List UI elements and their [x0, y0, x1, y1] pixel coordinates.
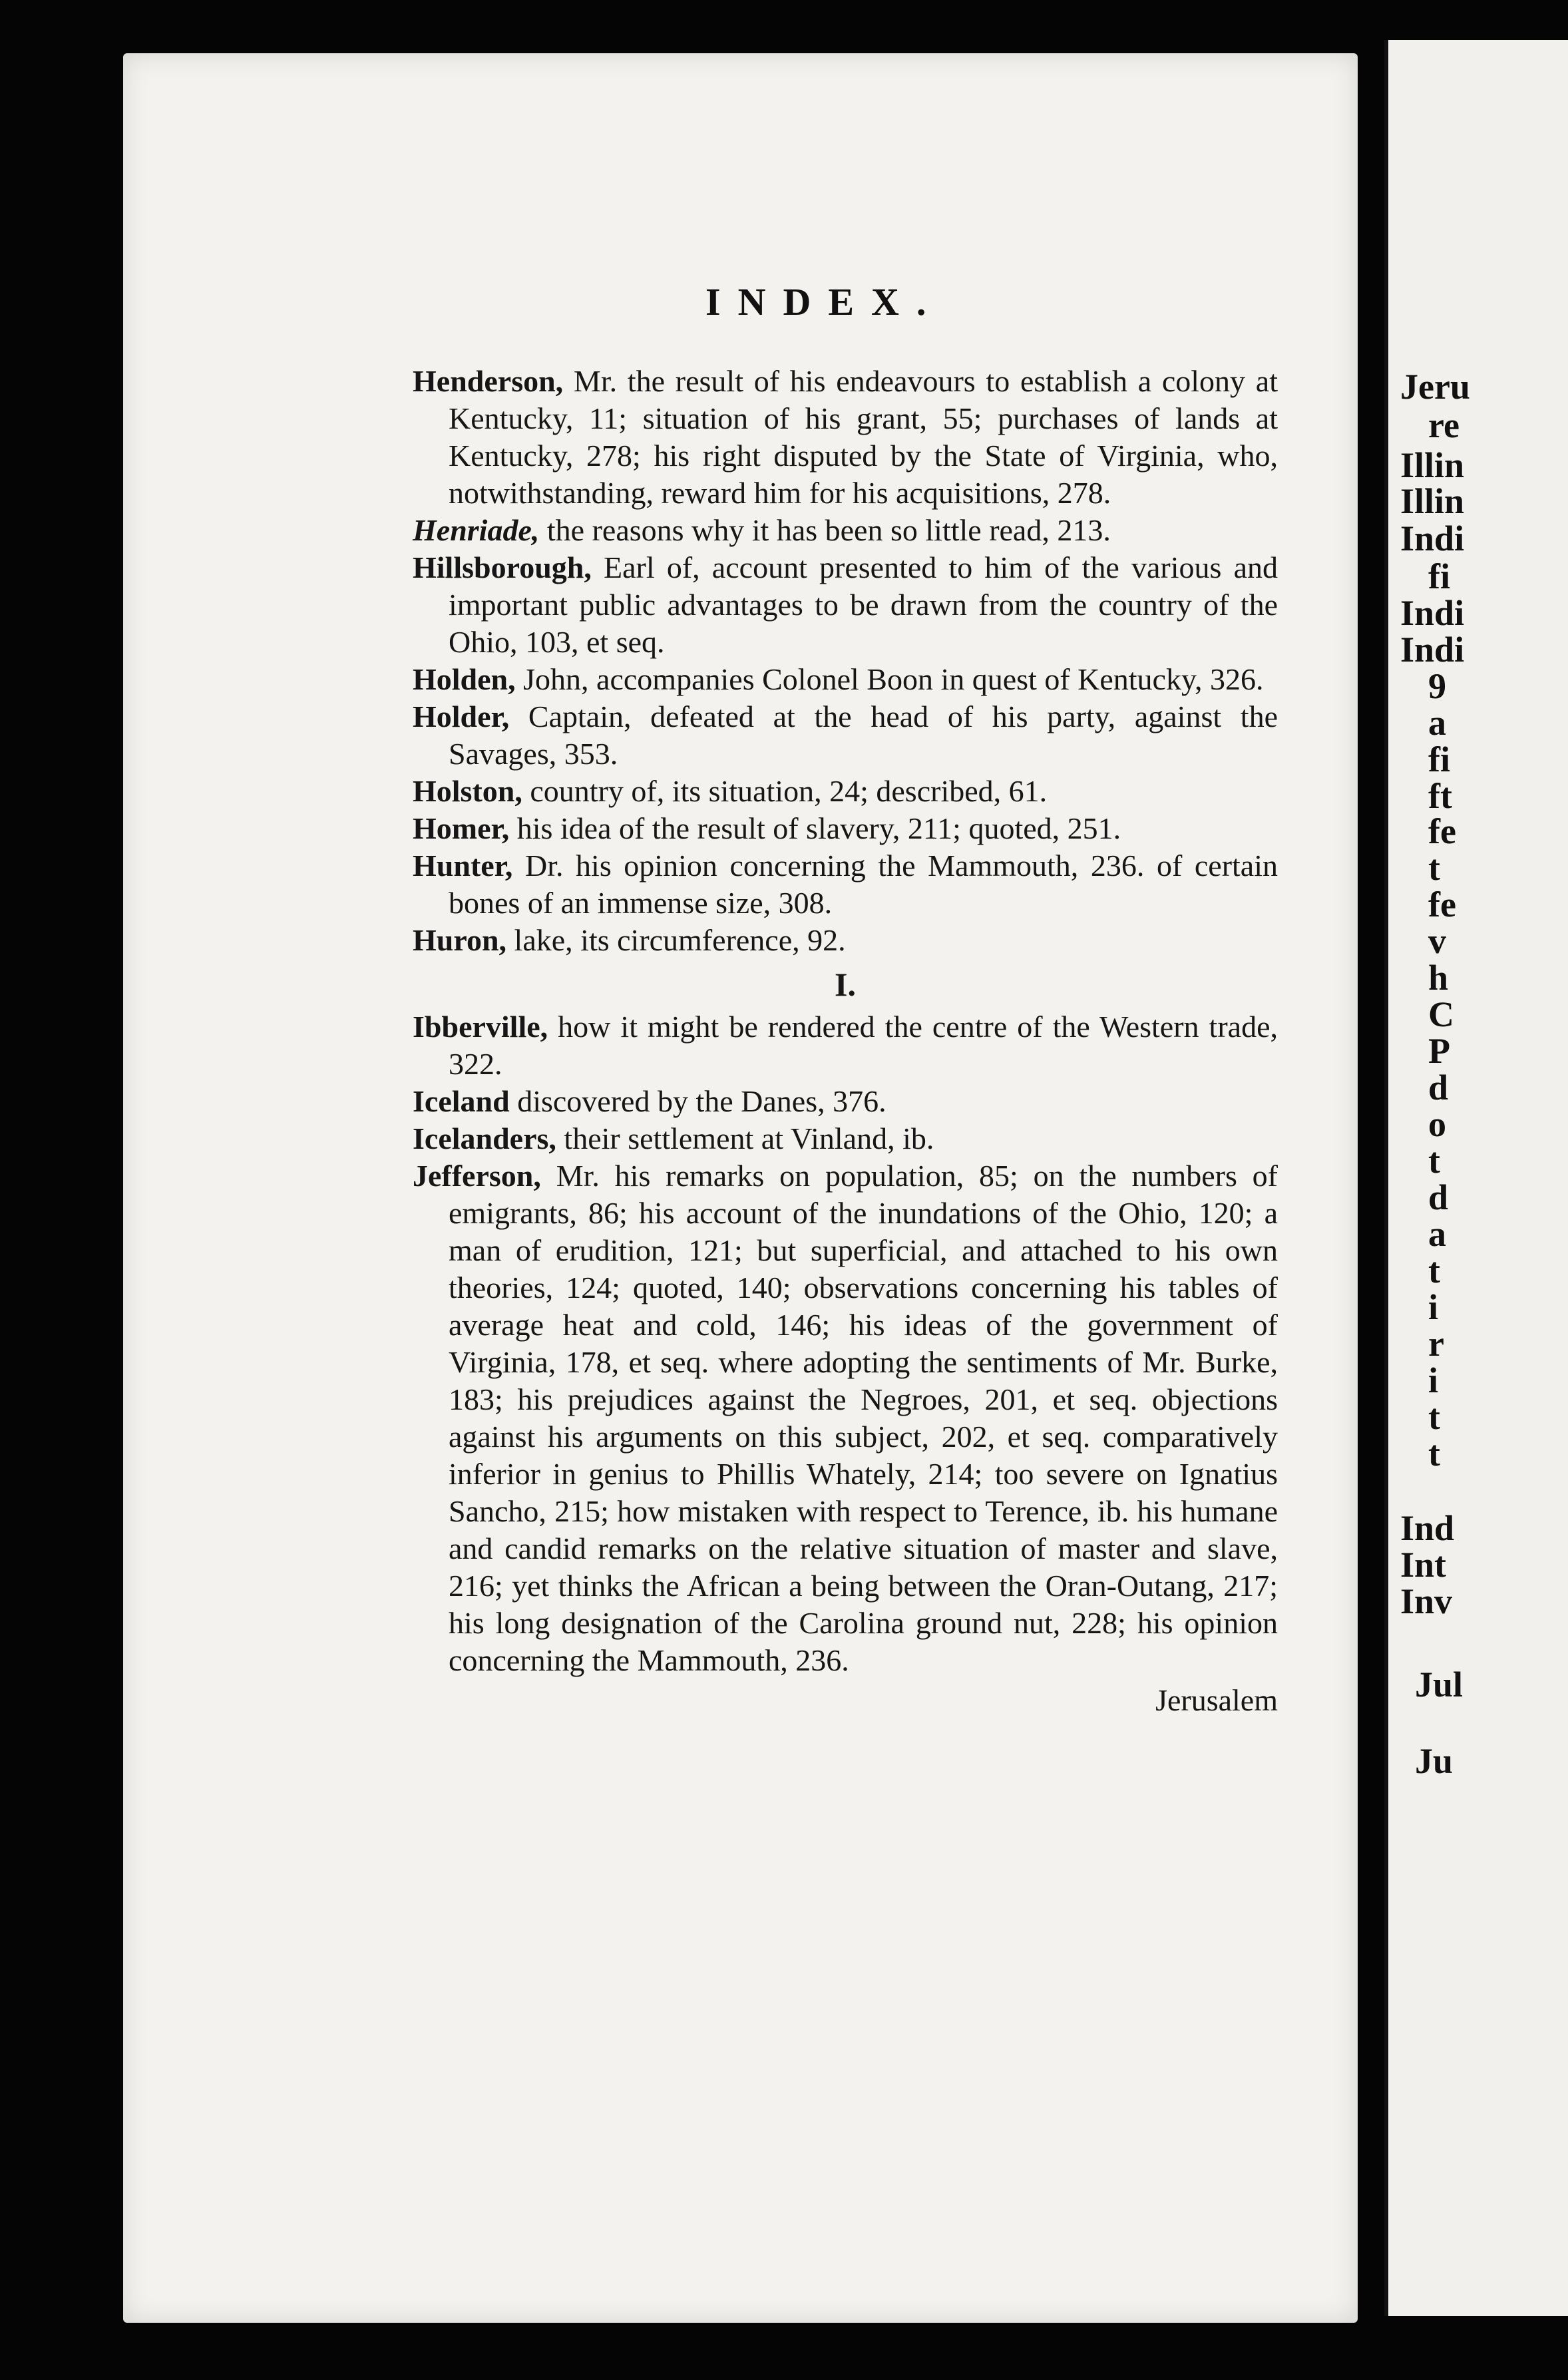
index-entry [413, 512, 1278, 549]
right-page-fragment: Indi [1400, 518, 1465, 558]
right-page-edge [1384, 40, 1568, 2316]
entries-group-h [413, 363, 1278, 959]
right-page-fragment: Indi [1400, 593, 1465, 633]
right-page-fragment: Ind [1400, 1508, 1455, 1548]
index-entry [413, 810, 1278, 847]
index-entry [413, 1008, 1278, 1083]
right-page-fragment: t [1428, 848, 1440, 888]
right-page-fragment: re [1428, 405, 1460, 445]
right-page-fragment: Inv [1400, 1581, 1453, 1621]
index-text: Mr. his remarks on population, 85; on the numbers of emigrants, 86; his account of the inundations of the Ohio, 120; a man of erudition, 121; but superficial, and attached to his own theories, 124; quoted, 140; observations concerning his tables of average heat and cold, 146; his ideas of the government of Virginia, 178, et seq. where adopting the sentiments of Mr. Burke, 183; his prejudices against the Negroes, 201, et seq. objections against his arguments on this subject, 202, et seq. comparatively inferior in genius to Phillis Whately, 214; too severe on Ignatius Sancho, 215; how mistaken with respect to Terence, ib. his humane and candid remarks on the relative situation of master and slave, 216; yet thinks the African a being between the Oran-Outang, 217; his long designation of the Carolina ground nut, 228; his opinion concerning the Mammouth, 236. [449, 1159, 1278, 1677]
index-text: their settlement at Vinland, ib. [556, 1121, 934, 1155]
index-text: his idea of the result of slavery, 211; quoted, 251. [509, 811, 1121, 845]
index-term: Iceland [413, 1084, 510, 1118]
index-entry [413, 661, 1278, 698]
right-page-fragment: i [1428, 1287, 1439, 1327]
right-page-fragment: a [1428, 703, 1446, 743]
right-page-fragment: ft [1428, 776, 1452, 816]
right-page-fragment: P [1428, 1031, 1450, 1071]
index-term: Henriade, [413, 513, 540, 547]
section-letter: I. [835, 966, 856, 1003]
right-page-fragment: C [1428, 994, 1454, 1034]
index-term: Holden, [413, 662, 516, 696]
index-entry [413, 363, 1278, 512]
index-term: Jefferson, [413, 1159, 541, 1193]
right-page-fragment: d [1428, 1177, 1449, 1217]
index-text: John, accompanies Colonel Boon in quest of Kentucky, 326. [515, 662, 1264, 696]
index-text: Captain, defeated at the head of his party, against the Savages, 353. [449, 699, 1278, 771]
right-page-fragment: Jeru [1400, 367, 1470, 407]
index-term: Hillsborough, [413, 550, 592, 584]
index-text: the reasons why it has been so little read, 213. [539, 513, 1111, 547]
index-entry [413, 922, 1278, 959]
index-text: how it might be rendered the centre of the Western trade, 322. [449, 1010, 1278, 1081]
index-text: Dr. his opinion concerning the Mammouth, 236. of certain bones of an immense size, 308. [449, 849, 1278, 920]
right-page-fragment: v [1428, 921, 1446, 961]
index-text: lake, its circumference, 92. [506, 923, 846, 957]
index-text: Mr. the result of his endeavours to establish a colony at Kentucky, 11; situation of his grant, 55; purchases of lands at Kentucky, 278; his right disputed by the State of Virginia, who, notwithstanding, reward him for his acquisitions, 278. [449, 364, 1278, 510]
right-page-fragment: t [1428, 1397, 1440, 1437]
index-entry [413, 1083, 1278, 1120]
index-term: Holder, [413, 699, 510, 733]
index-term: Homer, [413, 811, 510, 845]
right-page-fragment: t [1428, 1434, 1440, 1474]
index-text: Earl of, account presented to him of the various and important public advantages to be drawn from the country of the Ohio, 103, et seq. [449, 550, 1278, 659]
right-page-fragment: fe [1428, 885, 1456, 924]
right-page-fragment: fi [1428, 739, 1450, 779]
entries-group-i [413, 1008, 1278, 1679]
index-term: Hunter, [413, 849, 513, 883]
page-header: INDEX. [705, 280, 944, 323]
right-page-fragment: a [1428, 1214, 1446, 1254]
right-page-fragment: t [1428, 1251, 1440, 1290]
index-entry [413, 1157, 1278, 1679]
right-page-fragment: Jul [1415, 1665, 1464, 1704]
right-page-fragment: h [1428, 958, 1449, 998]
right-page-fragment: Int [1400, 1545, 1447, 1585]
catchword: Jerusalem [1155, 1683, 1278, 1717]
index-entry [413, 698, 1278, 773]
index-text: country of, its situation, 24; described, 61. [522, 774, 1048, 808]
right-page-fragment: Ju [1415, 1741, 1454, 1781]
right-page-fragment: 9 [1428, 666, 1446, 706]
index-entry [413, 1120, 1278, 1157]
right-page-fragment: i [1428, 1360, 1439, 1400]
right-page-fragment: Illin [1400, 481, 1465, 521]
right-page-fragment: fi [1428, 556, 1450, 596]
index-entry [413, 549, 1278, 661]
right-page-fragment: fe [1428, 811, 1456, 851]
right-page-fragment: t [1428, 1141, 1440, 1181]
index-term: Henderson, [413, 364, 564, 398]
index-entry [413, 773, 1278, 810]
right-page-fragment: o [1428, 1104, 1446, 1144]
index-text [413, 363, 1278, 1719]
index-term: Icelanders, [413, 1121, 556, 1155]
index-term: Ibberville, [413, 1010, 548, 1044]
right-page-fragment: Illin [1400, 445, 1465, 485]
index-term: Huron, [413, 923, 507, 957]
index-term: Holston, [413, 774, 522, 808]
index-text: discovered by the Danes, 376. [509, 1084, 886, 1118]
index-entry [413, 847, 1278, 922]
right-page-fragment: r [1428, 1324, 1444, 1364]
right-page-fragment: d [1428, 1068, 1449, 1107]
right-page-fragment: Indi [1400, 630, 1465, 670]
